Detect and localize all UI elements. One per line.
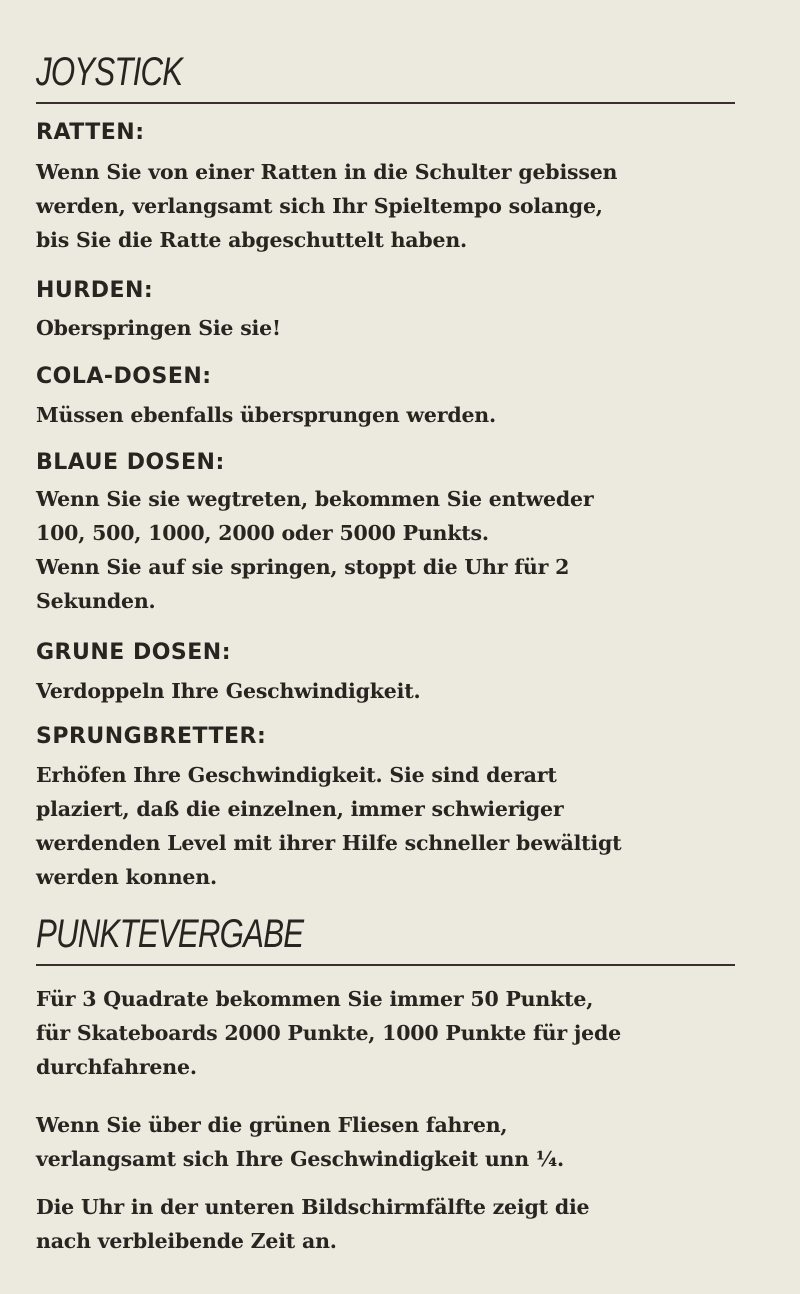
text-line: Wenn Sie auf sie springen, stoppt die Uhr für 2 [36, 555, 570, 579]
text-line: Wenn Sie über die grünen Fliesen fahren, [36, 1113, 508, 1137]
entry-heading-cola-dosen: COLA-DOSEN: [36, 364, 212, 389]
text-line: Wenn Sie sie wegtreten, bekommen Sie entweder [36, 487, 594, 511]
text-line: werden konnen. [36, 865, 217, 889]
text-line: Oberspringen Sie sie! [36, 316, 281, 340]
section-title-joystick: JOYSTICK [36, 50, 183, 94]
text-line: Müssen ebenfalls übersprungen werden. [36, 403, 496, 427]
entry-body-cola-dosen [36, 398, 736, 432]
text-line: Sekunden. [36, 589, 156, 613]
text-line: 100, 500, 1000, 2000 oder 5000 Punkts. [36, 521, 489, 545]
paragraph-punkte-2 [36, 1108, 736, 1176]
entry-body-blaue-dosen [36, 482, 736, 618]
section-divider-joystick [36, 102, 735, 104]
text-line: durchfahrene. [36, 1055, 197, 1079]
entry-body-hurden [36, 311, 736, 345]
entry-body-ratten [36, 155, 736, 257]
paragraph-punkte-3 [36, 1190, 736, 1258]
text-line: Für 3 Quadrate bekommen Sie immer 50 Punkte, [36, 987, 594, 1011]
entry-body-sprungbretter [36, 758, 736, 894]
entry-heading-ratten: RATTEN: [36, 120, 145, 145]
entry-heading-hurden: HURDEN: [36, 278, 154, 303]
text-line: plaziert, daß die einzelnen, immer schwieriger [36, 797, 564, 821]
text-line: Verdoppeln Ihre Geschwindigkeit. [36, 679, 421, 703]
text-line: nach verbleibende Zeit an. [36, 1229, 337, 1253]
entry-heading-blaue-dosen: BLAUE DOSEN: [36, 450, 225, 475]
text-line: werden, verlangsamt sich Ihr Spieltempo solange, [36, 194, 603, 218]
text-line: werdenden Level mit ihrer Hilfe schneller bewältigt [36, 831, 622, 855]
text-line: Die Uhr in der unteren Bildschirmfälfte zeigt die [36, 1195, 590, 1219]
text-line: für Skateboards 2000 Punkte, 1000 Punkte für jede [36, 1021, 621, 1045]
section-title-punktevergabe: PUNKTEVERGABE [36, 912, 304, 956]
text-line: Wenn Sie von einer Ratten in die Schulter gebissen [36, 160, 618, 184]
entry-heading-sprungbretter: SPRUNGBRETTER: [36, 724, 267, 749]
text-line: verlangsamt sich Ihre Geschwindigkeit unn ¼. [36, 1147, 564, 1171]
paragraph-punkte-1 [36, 982, 736, 1084]
text-line: Erhöfen Ihre Geschwindigkeit. Sie sind derart [36, 763, 557, 787]
entry-heading-grune-dosen: GRUNE DOSEN: [36, 640, 232, 665]
entry-body-grune-dosen [36, 674, 736, 708]
section-divider-punktevergabe [36, 964, 735, 966]
text-line: bis Sie die Ratte abgeschuttelt haben. [36, 228, 467, 252]
